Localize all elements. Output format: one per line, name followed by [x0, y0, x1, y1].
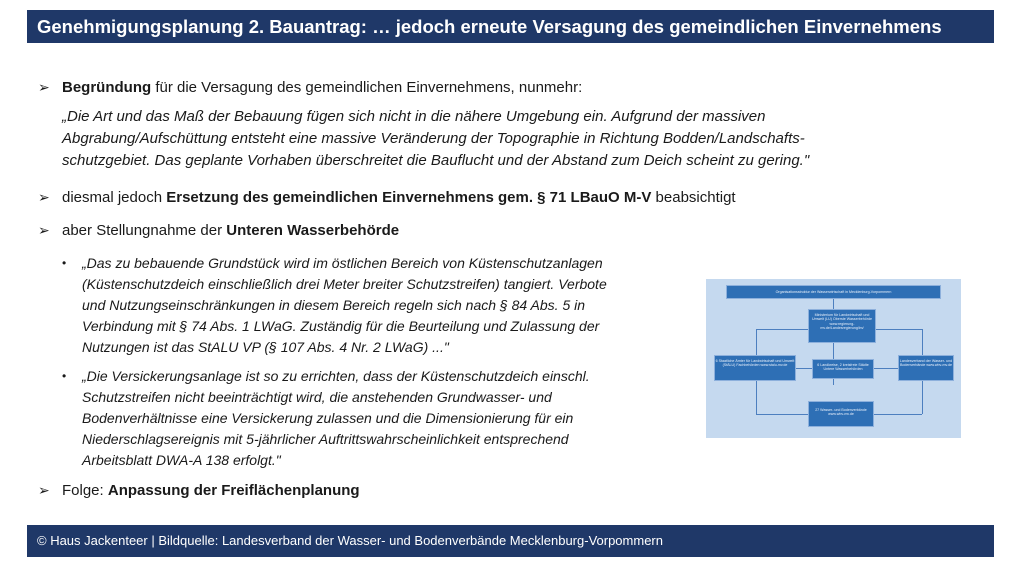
arrow-bullet-icon: ➢ [38, 189, 50, 205]
arrow-bullet-icon: ➢ [38, 222, 50, 238]
bullet-line: „Das zu bebauende Grundstück wird im östlichen Bereich von Küstenschutzanlagen [82, 255, 603, 271]
bullet-line: Bodenverhältnisse eine Versickerung zulassen und die Dimensionierung für ein [82, 410, 574, 426]
bullet-dot-icon: • [62, 256, 67, 270]
point-folge [38, 482, 360, 499]
point-begruendung [38, 79, 582, 96]
org-left-box: 6 Staatliche Ämter für Landwirtschaft und Umwelt (StÄLU) Fachbehörden www.stalu-mv.de [714, 355, 796, 381]
arrow-bullet-icon: ➢ [38, 482, 50, 498]
bullet-line: Arbeitsblatt DWA-A 138 erfolgt." [82, 452, 281, 468]
quote-versagung [62, 106, 809, 172]
bullet-line: Schutzstreifen nicht beeinträchtigt wird, die anstehenden Grundwasser- und [82, 389, 552, 405]
footer-credit: © Haus Jackenteer | Bildquelle: Landesverband der Wasser- und Bodenverbände Mecklenburg-Vorpommern [27, 525, 994, 557]
point-folge-pre: Folge: [62, 482, 108, 499]
quote-line: Abgrabung/Aufschüttung entsteht eine massive Veränderung der Topographie in Richtung Bodden/Landschafts- [62, 130, 805, 147]
slide-title: Genehmigungsplanung 2. Bauantrag: … jedoch erneute Versagung des gemeindlichen Einvernehmens [27, 10, 994, 43]
point-ersetzung-bold: Ersetzung des gemeindlichen Einvernehmens gem. § 71 LBauO M-V [166, 189, 652, 206]
bullet-line: „Die Versickerungsanlage ist so zu errichten, dass der Küstenschutzdeich einschl. [82, 368, 590, 384]
org-chart-image [706, 279, 961, 438]
bullet-line: Verbindung mit § 74 Abs. 1 LWaG. Zuständig für die Beurteilung und Zulassung der [82, 318, 600, 334]
org-center-box: 6 Landkreise, 2 kreisfreie Städte Untere Wasserbehörden [812, 359, 874, 379]
point-wasserbehoerde [38, 222, 399, 239]
org-right-box: Landesverband der Wasser- und Bodenverbände www.wbv-mv.de [898, 355, 954, 381]
quote-line: schutzgebiet. Das geplante Vorhaben überschreitet die Bauflucht und der Abstand zum Deich scheint zu gering." [62, 152, 810, 169]
arrow-bullet-icon: ➢ [38, 79, 50, 95]
org-top-box: Ministerium für Landwirtschaft und Umwelt (LU) Oberste Wasserbehörde www.regierung-mv.de/Landesregierung/lm/ [808, 309, 876, 343]
org-header-box: Organisationsstruktur der Wasserwirtschaft in Mecklenburg-Vorpommern [726, 285, 941, 299]
point-folge-bold: Anpassung der Freiflächenplanung [107, 482, 360, 499]
bullet-line: Nutzungen ist das StALU VP (§ 107 Abs. 4 Nr. 2 LWaG) ..." [82, 339, 449, 355]
bullet-line: Niederschlagsereignis mit 5-jährlicher Auftrittswahrscheinlichkeit entsprechend [82, 431, 569, 447]
point-begruendung-text: für die Versagung des gemeindlichen Einvernehmens, nunmehr: [151, 79, 583, 96]
point-begruendung-bold: Begründung [62, 79, 152, 96]
bullet-versickerung [62, 366, 682, 476]
bullet-line: (Küstenschutzdeich einschließlich drei Meter breiter Schutzstreifen) tangiert. Verbote [82, 276, 607, 292]
point-wasserbehoerde-pre: aber Stellungnahme der [62, 222, 227, 239]
bullet-dot-icon: • [62, 369, 67, 383]
point-ersetzung-pre: diesmal jedoch [62, 189, 167, 206]
bullet-kuestenschutz [62, 253, 682, 363]
point-ersetzung [38, 189, 736, 206]
point-wasserbehoerde-bold: Unteren Wasserbehörde [226, 222, 400, 239]
point-ersetzung-post: beabsichtigt [651, 189, 736, 206]
org-bottom-box: 27 Wasser- und Bodenverbände www.wbv-mv.de [808, 401, 874, 427]
bullet-line: und Nutzungseinschränkungen in diesem Bereich regeln sich nach § 84 Abs. 5 in [82, 297, 586, 313]
quote-line: „Die Art und das Maß der Bebauung fügen sich nicht in die nähere Umgebung ein. Aufgrund der massiven [62, 108, 766, 125]
